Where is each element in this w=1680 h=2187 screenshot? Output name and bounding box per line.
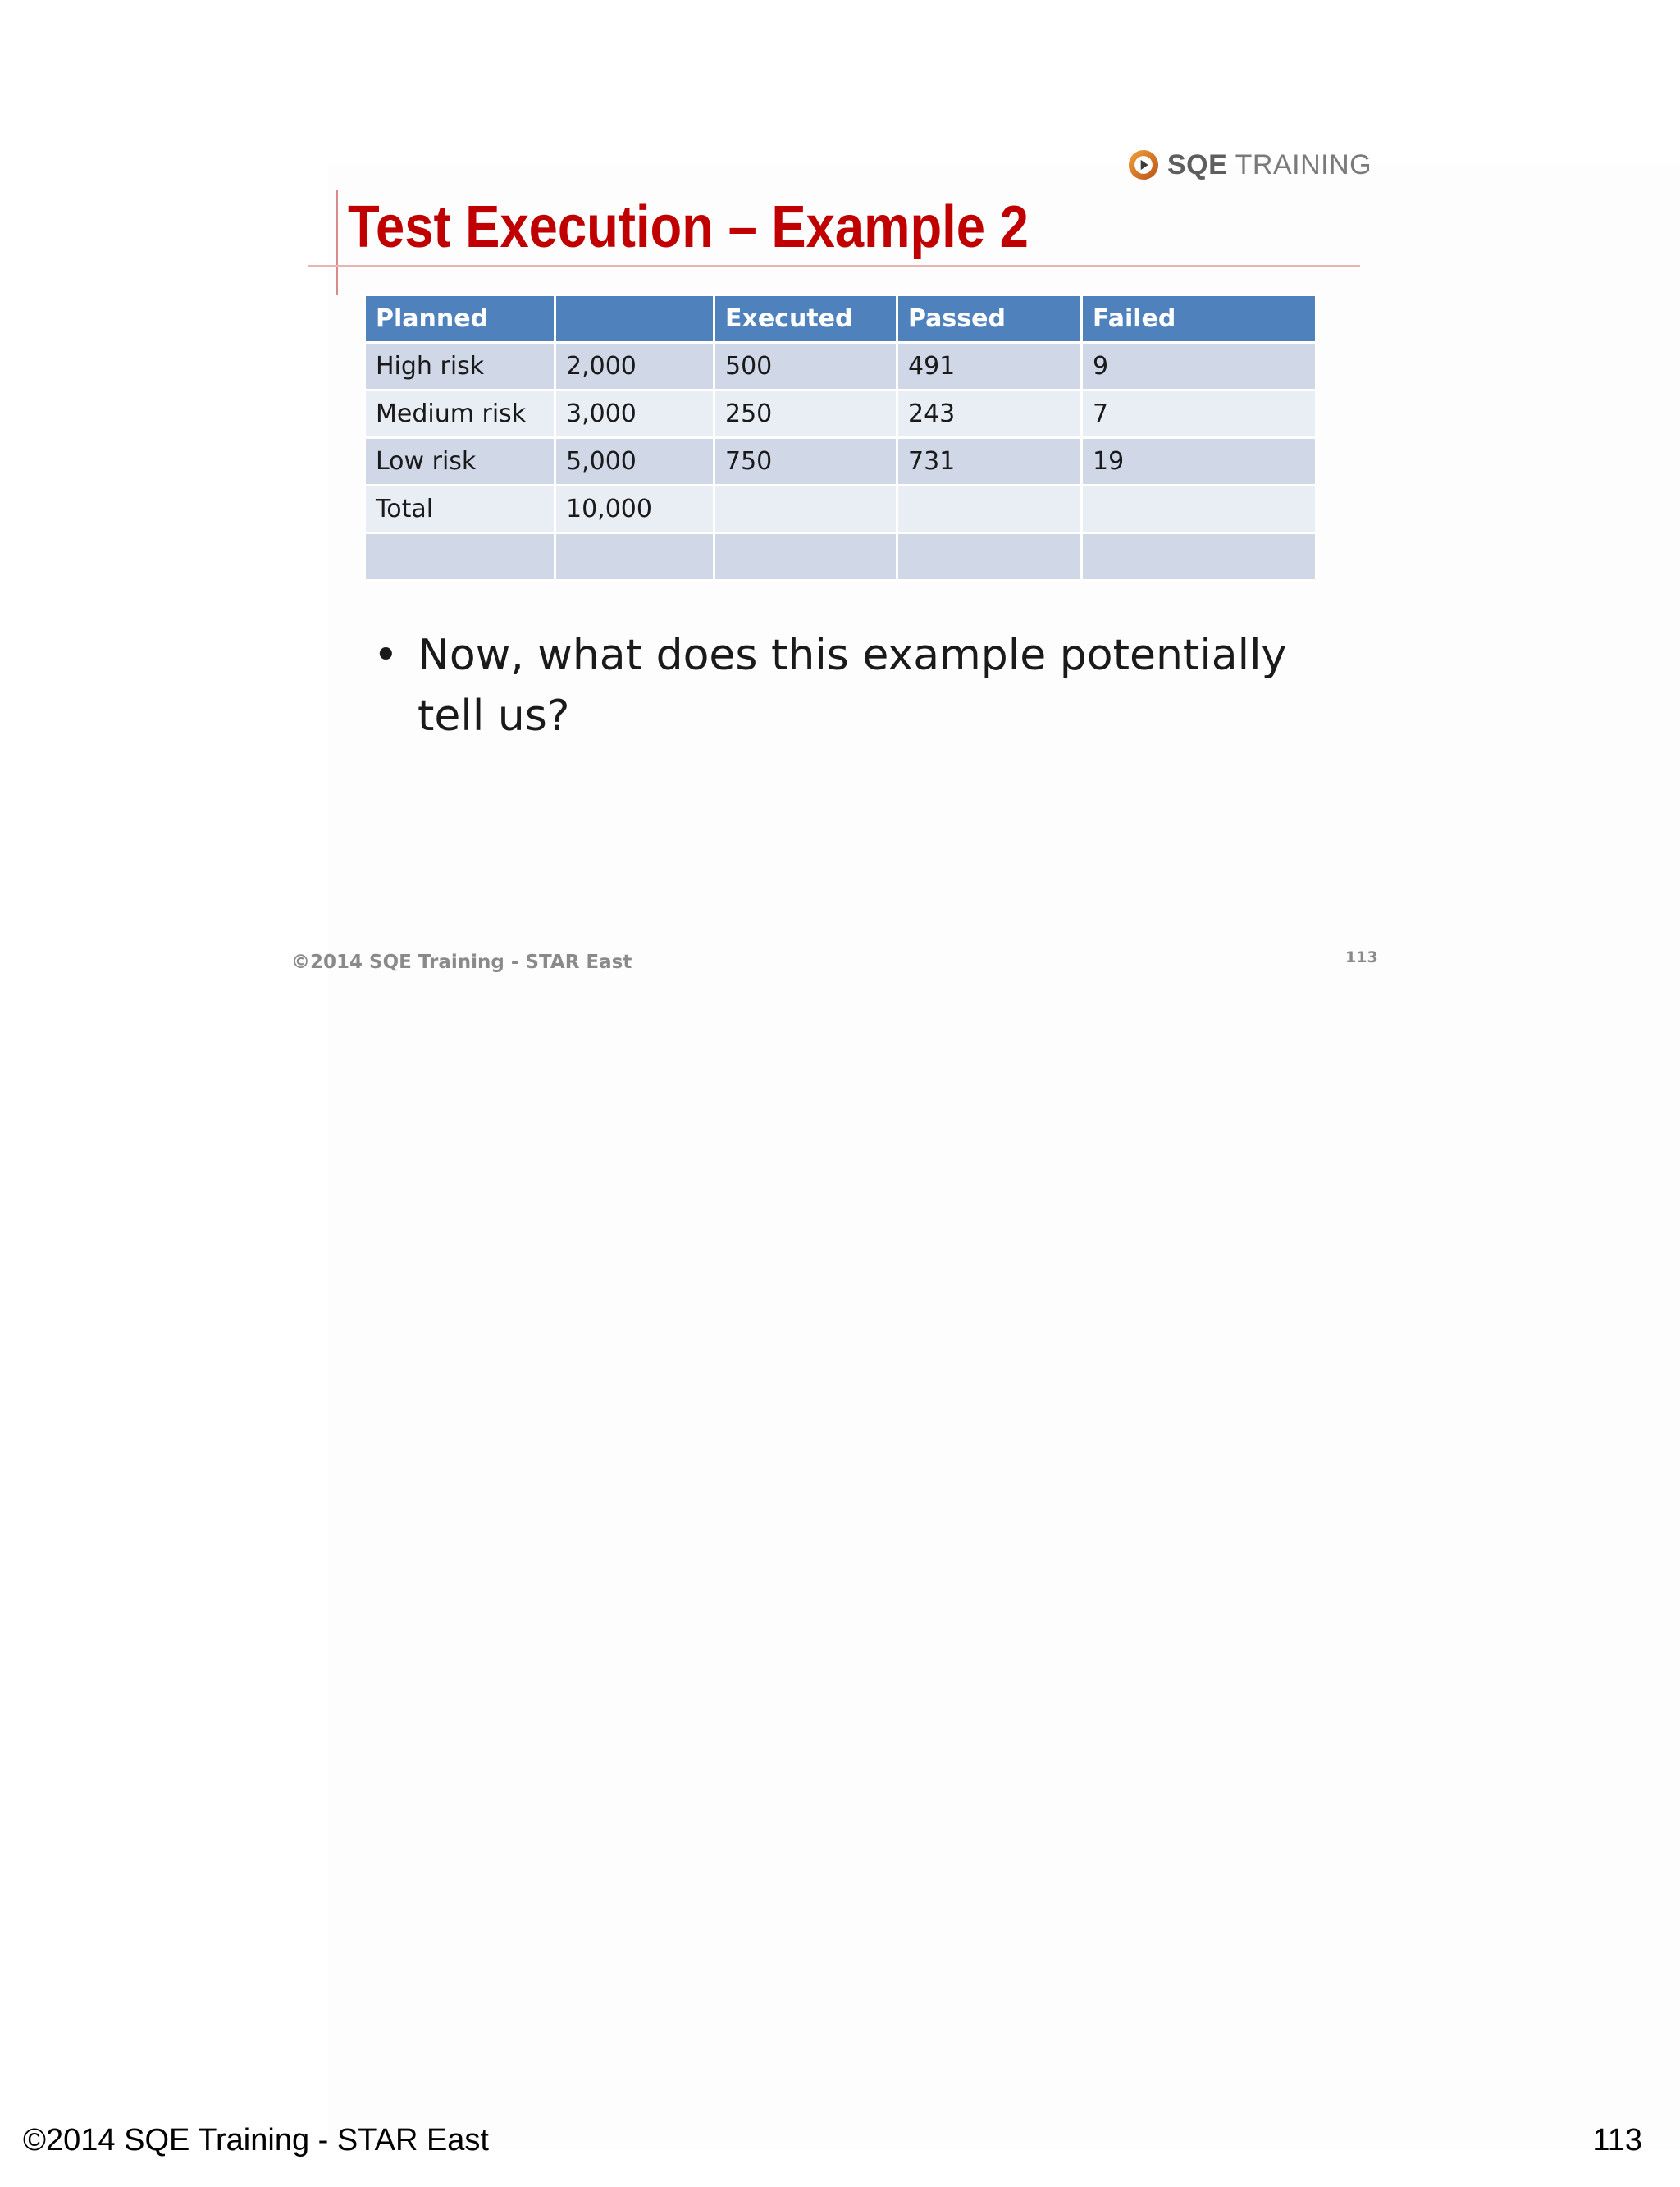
table-cell: 500 <box>714 343 897 390</box>
title-accent-vertical-line <box>336 190 338 295</box>
header-cell-planned: Planned <box>365 295 555 343</box>
table-cell: 243 <box>897 390 1082 438</box>
slide-footer-page-number: 113 <box>1345 948 1378 966</box>
page-footer-copyright: ©2014 SQE Training - STAR East <box>23 2123 489 2157</box>
table-cell: 491 <box>897 343 1082 390</box>
header-cell-passed: Passed <box>897 295 1082 343</box>
table-header-row <box>365 295 1317 343</box>
table-cell: 7 <box>1082 390 1317 438</box>
table-cell: Low risk <box>365 438 555 486</box>
slide-footer-copyright: ©2014 SQE Training - STAR East <box>291 952 632 973</box>
table-cell <box>714 533 897 581</box>
bullet-symbol: • <box>373 631 399 680</box>
logo-brand-light: TRAINING <box>1235 148 1372 180</box>
header-cell-executed: Executed <box>714 295 897 343</box>
table-cell: Total <box>365 486 555 533</box>
table-row <box>365 486 1317 533</box>
bullet-text: Now, what does this example potentially tell us? <box>418 631 1287 741</box>
table-row <box>365 343 1317 390</box>
sqe-training-logo <box>1128 146 1372 184</box>
table-cell <box>1082 486 1317 533</box>
table-row <box>365 533 1317 581</box>
table-cell: 5,000 <box>555 438 714 486</box>
table-cell: High risk <box>365 343 555 390</box>
table-cell: 19 <box>1082 438 1317 486</box>
table-cell: 10,000 <box>555 486 714 533</box>
table-cell: 250 <box>714 390 897 438</box>
logo-text <box>1167 149 1372 181</box>
table-cell <box>365 533 555 581</box>
table-row <box>365 390 1317 438</box>
bullet-item <box>373 625 1292 747</box>
table-cell: 9 <box>1082 343 1317 390</box>
slide-title: Test Execution – Example 2 <box>348 194 1029 260</box>
page-footer-page-number: 113 <box>1592 2123 1642 2157</box>
table-cell <box>897 486 1082 533</box>
table-cell: 731 <box>897 438 1082 486</box>
table-cell: 3,000 <box>555 390 714 438</box>
header-cell-blank <box>555 295 714 343</box>
table-cell: Medium risk <box>365 390 555 438</box>
table-cell: 750 <box>714 438 897 486</box>
test-execution-table <box>363 294 1317 582</box>
table-cell <box>1082 533 1317 581</box>
title-underline <box>308 265 1360 267</box>
table-cell <box>555 533 714 581</box>
table-cell <box>714 486 897 533</box>
table-row <box>365 438 1317 486</box>
play-circle-icon <box>1128 149 1159 180</box>
header-cell-failed: Failed <box>1082 295 1317 343</box>
table-cell: 2,000 <box>555 343 714 390</box>
table-cell <box>897 533 1082 581</box>
logo-brand-bold: SQE <box>1167 148 1228 180</box>
